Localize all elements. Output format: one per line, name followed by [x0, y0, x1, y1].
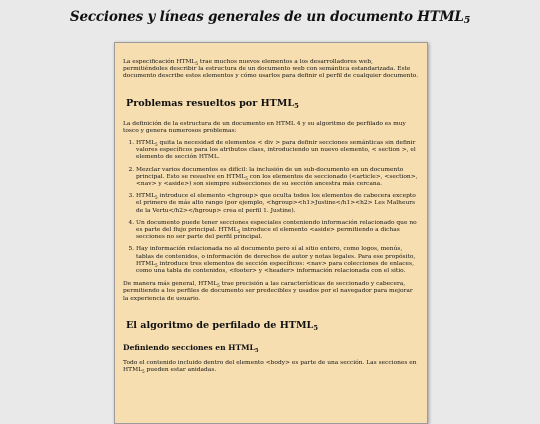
document-panel — [114, 42, 428, 424]
list-item: 1. $HTML_5$ quita la necesidad de elementos < div > para definir secciones semánticas sin definir valores específicos para los atributos class, introduciendo un nuevo elemento, < section >, el elemento de sección HTML. — [136, 140, 419, 162]
problems-closing: De manera más general, $HTML_5$ trae precisión a las características de seccionado y cabecera, permitiendo a los perfiles de documento ser predecibles y usados por el navegador para mejorar la experiencia de usuario. — [123, 281, 413, 302]
list-item: 4. Un documento puede tener secciones especiales conteniendo información relacionado que no es parte del flujo principal. $HTML_5$ introduce el elemento <aside> permitiendo a dichas secciones no ser parte del perfil principal. — [136, 220, 419, 242]
section-heading-algorithm: El algoritmo de perfilado de $HTML_5$ — [126, 319, 318, 332]
subheading-defining-sections: Definiendo secciones en $HTML_5$ — [123, 342, 259, 354]
list-item: 3. $HTML_5$ introduce el elemento <hgroup> que oculta todos los elementos de cabecera excepto el primero de más alto rango (por ejemplo, <hgroup><h1>Justine</h1><h2> Les Malheurs de la Vertu</h2></hgroup> crea el perfil 1. Justine). — [136, 193, 419, 215]
section-heading-problems: Problemas resueltos por $HTML_5$ — [126, 97, 299, 110]
list-item: 5. Hay información relacionada no al documento pero sí al sitio entero, como logos, menús, tablas de contenidos, o información de derechos de autor y notas legales. Para ese propósito, $HTML_5$ introduce tres elementos de sección específicos: <nav> para colecciones de enlaces, como una tabla de contenidos, <footer> y <header> información relacionada con el sitio. — [136, 246, 419, 275]
intro-paragraph: La especificación $HTML_5$ trae muchos nuevos elementos a los desarrolladores web, permitiéndoles describir la estructura de un documento web con semántica estandarizada. Este documento describe estos elementos y cómo usarlos para definir el perfil de cualquier documento. — [123, 59, 419, 80]
problems-list — [123, 140, 419, 275]
sections-paragraph: Todo el contenido incluido dentro del elemento <body> es parte de una sección. Las secciones en $HTML_5$ pueden estar anidadas. — [123, 359, 417, 375]
page-title: Secciones y líneas generales de un documento $HTML_5$ — [69, 9, 471, 26]
list-item: 2. Mezclar varios documentos es difícil: la inclusión de un sub-documento en un documento principal. Esto se resuelve en $HTML_5$ con los elementos de seccionado (<article>, <section>, <nav> y <aside>) son siempre subsecciones de su sección ancestra más cercana. — [136, 167, 419, 189]
problems-lead: La definición de la estructura de un documento en HTML 4 y su algoritmo de perfilado es muy tosco y genera numerosos problemas: — [123, 120, 406, 134]
